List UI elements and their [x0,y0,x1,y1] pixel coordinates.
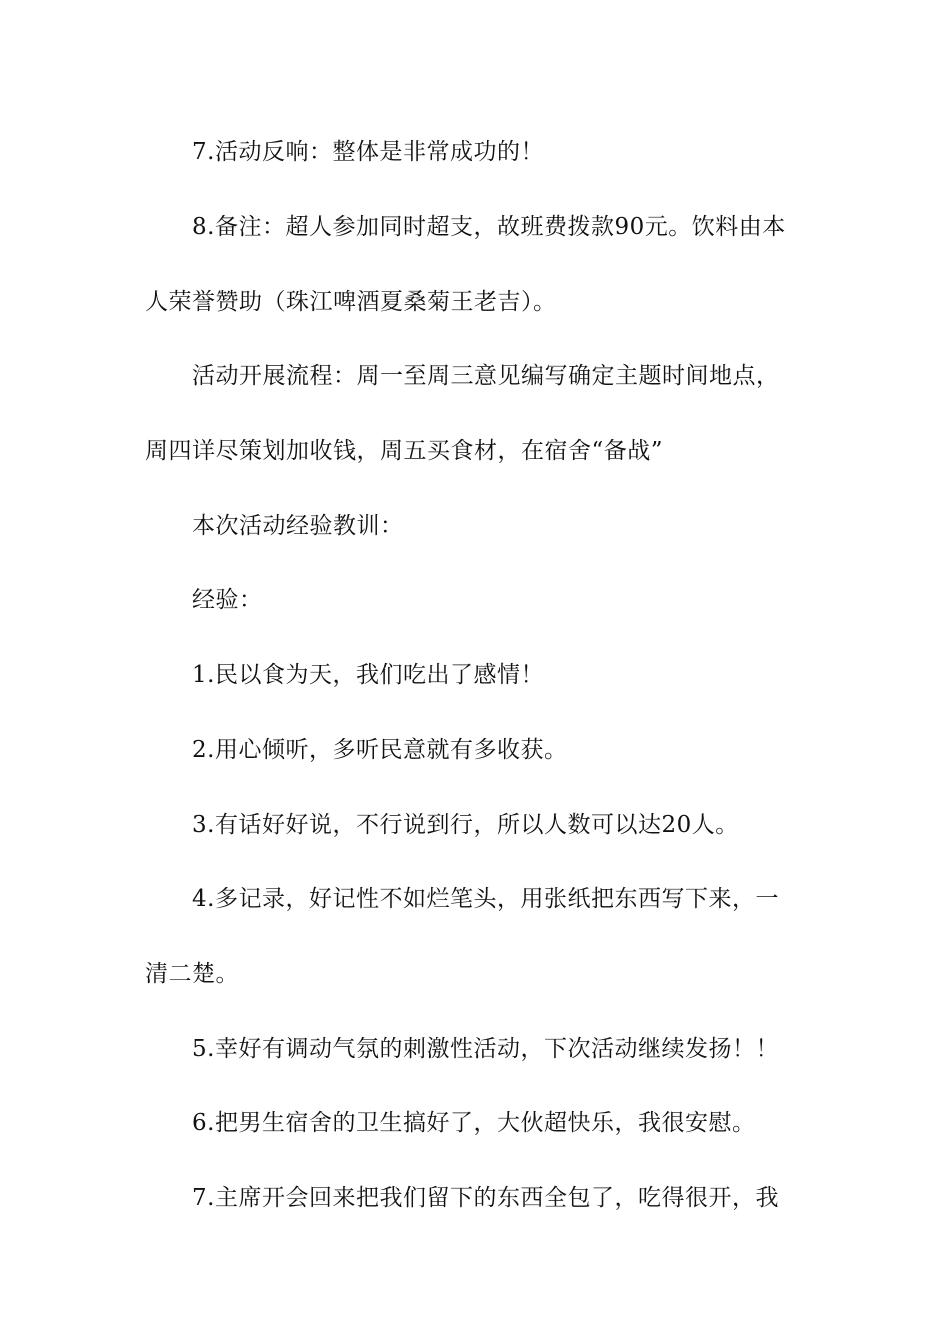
paragraph-line: 7.主席开会回来把我们留下的东西全包了，吃得很开，我 [192,1185,779,1211]
paragraph-line: 人荣誉赞助（珠江啤酒夏桑菊王老吉）。 [145,289,557,315]
paragraph-line: 周四详尽策划加收钱，周五买食材，在宿舍“备战” [145,438,664,464]
paragraph-line: 本次活动经验教训： [192,513,404,539]
paragraph-line: 1.民以食为天，我们吃出了感情！ [192,662,544,688]
paragraph-line: 活动开展流程：周一至周三意见编写确定主题时间地点， [192,363,780,389]
paragraph-line: 5.幸好有调动气氛的刺激性活动，下次活动继续发扬！！ [192,1036,779,1062]
paragraph-line: 2.用心倾听，多听民意就有多收获。 [192,737,568,763]
paragraph-line: 清二楚。 [145,961,239,987]
paragraph-line: 3.有话好好说，不行说到行，所以人数可以达20人。 [192,812,739,838]
paragraph-line: 8.备注：超人参加同时超支，故班费拨款90元。饮料由本 [192,214,786,240]
paragraph-line: 经验： [192,587,263,613]
paragraph-line: 4.多记录，好记性不如烂笔头，用张纸把东西写下来，一 [192,886,779,912]
paragraph-line: 7.活动反响：整体是非常成功的！ [192,139,544,165]
paragraph-line: 6.把男生宿舍的卫生搞好了，大伙超快乐，我很安慰。 [192,1110,756,1136]
